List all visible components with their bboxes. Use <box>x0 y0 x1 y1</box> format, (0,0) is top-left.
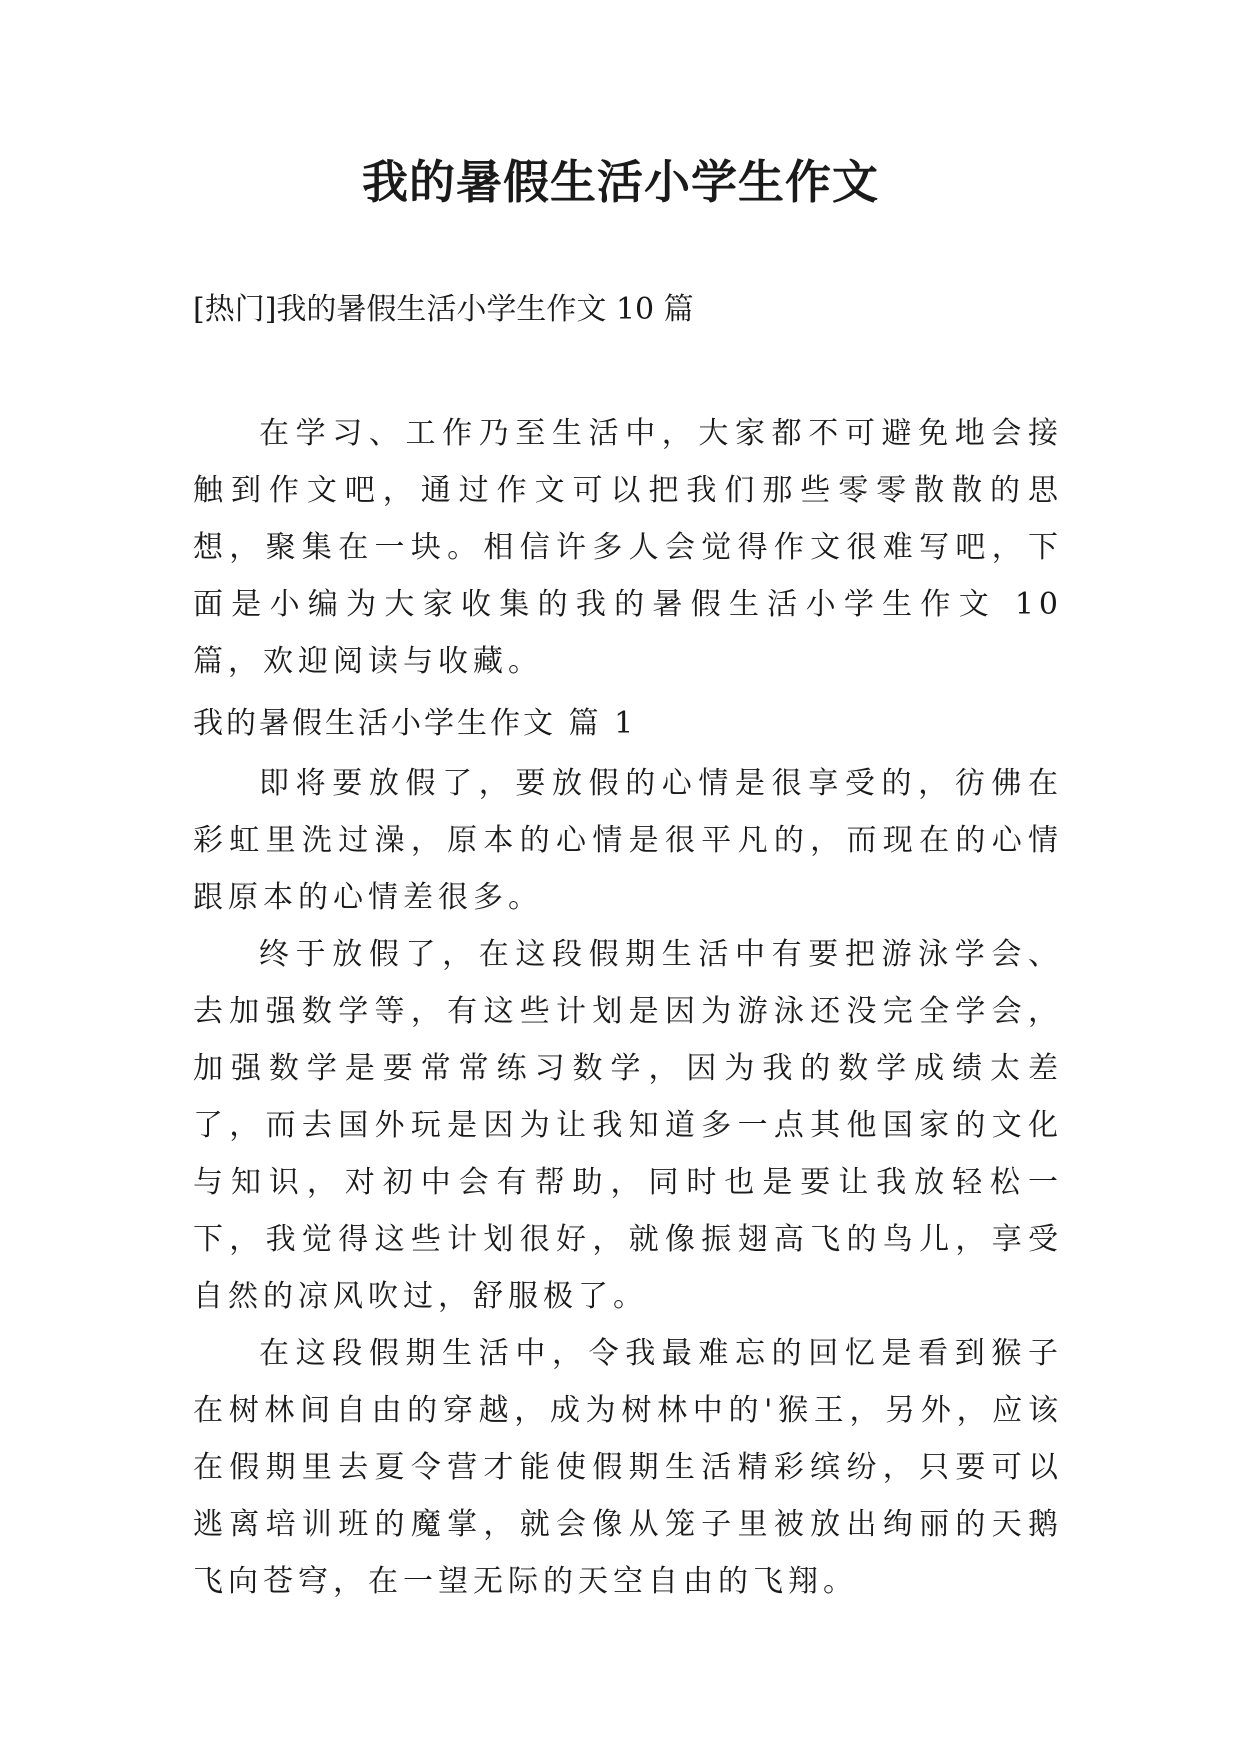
essay-paragraph: 即将要放假了，要放假的心情是很享受的，彷佛在彩虹里洗过澡，原本的心情是很平凡的，而现在的心情跟原本的心情差很多。 <box>193 766 1063 915</box>
section-heading: 我的暑假生活小学生作文 篇 1 <box>193 706 637 741</box>
document-title: 我的暑假生活小学生作文 <box>362 155 879 209</box>
essay-body <box>193 755 1063 1610</box>
essay-paragraph: 终于放假了，在这段假期生活中有要把游泳学会、去加强数学等，有这些计划是因为游泳还没完全学会，加强数学是要常常练习数学，因为我的数学成绩太差了，而去国外玩是因为让我知道多一点其他国家的文化与知识，对初中会有帮助，同时也是要让我放轻松一下，我觉得这些计划很好，就像振翅高飞的鸟儿，享受自然的凉风吹过，舒服极了。 <box>193 937 1063 1314</box>
document-subtitle: [热门]我的暑假生活小学生作文 10 篇 <box>193 292 694 327</box>
intro-section <box>193 405 1063 690</box>
essay-paragraph: 在这段假期生活中，令我最难忘的回忆是看到猴子在树林间自由的穿越，成为树林中的'猴王，另外，应该在假期里去夏令营才能使假期生活精彩缤纷，只要可以逃离培训班的魔掌，就会像从笼子里被放出绚丽的天鹅飞向苍穹，在一望无际的天空自由的飞翔。 <box>193 1336 1063 1599</box>
intro-paragraph: 在学习、工作乃至生活中，大家都不可避免地会接触到作文吧，通过作文可以把我们那些零零散散的思想，聚集在一块。相信许多人会觉得作文很难写吧，下面是小编为大家收集的我的暑假生活小学生作文 10 篇，欢迎阅读与收藏。 <box>193 416 1063 679</box>
